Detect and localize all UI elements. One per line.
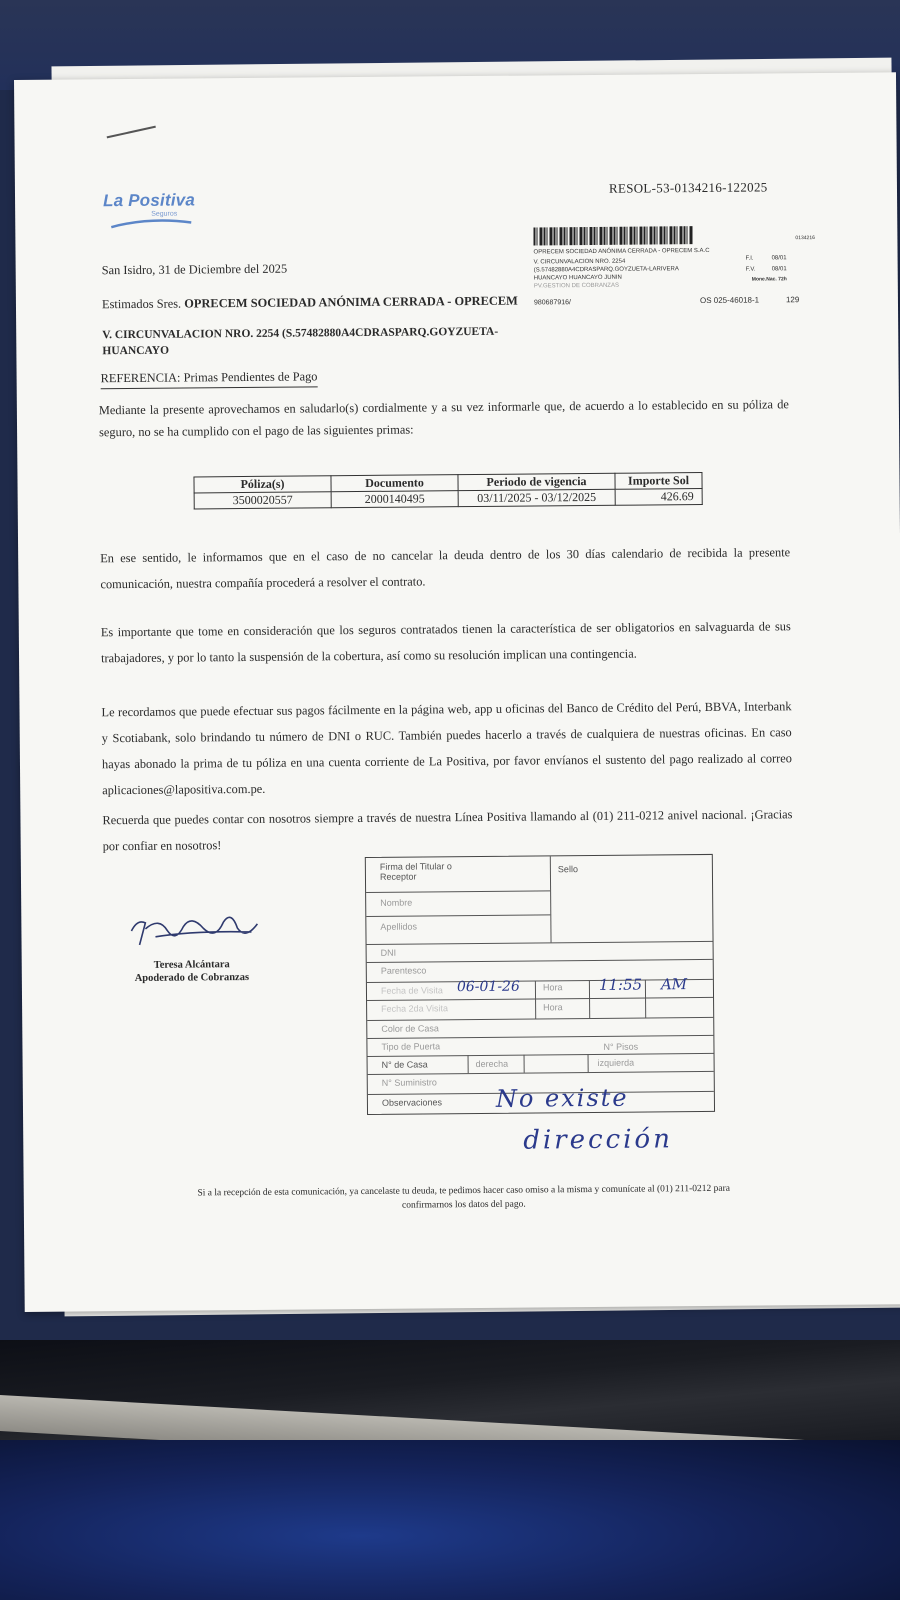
address-line: V. CIRCUNVALACION NRO. 2254 (S.57482880A4CDRASPARQ.GOYZUETA- — [102, 325, 499, 342]
table-header: Periodo de vigencia — [458, 473, 615, 490]
table-header: Póliza(s) — [194, 476, 331, 493]
tipo-label: Tipo de Puerta — [381, 1041, 441, 1052]
logo-subtext: Seguros — [151, 210, 178, 218]
date-line: San Isidro, 31 de Diciembre del 2025 — [101, 261, 288, 278]
table-header: Importe Sol — [615, 473, 702, 490]
label-os: OS 025-46018-1 — [699, 295, 760, 306]
table-cell: 03/11/2025 - 03/12/2025 — [458, 489, 615, 506]
logo-swoosh-icon — [109, 218, 193, 229]
paragraph-4: Recuerda que puedes contar con nosotros siempre a través de nuestra Línea Positiva llamando al (01) 211-0212 anivel nacional. ¡Gracias por confiar en nosotros! — [102, 807, 793, 854]
signer-block — [122, 958, 262, 985]
background-cloth — [0, 1440, 900, 1600]
greeting — [102, 292, 518, 315]
debt-table — [193, 472, 702, 509]
fecha-handwritten: 06-01-26 — [456, 978, 520, 996]
address-label — [523, 225, 814, 318]
sello-label: Sello — [557, 864, 578, 875]
observaciones-label: Observaciones — [381, 1097, 443, 1108]
pisos-label: N° Pisos — [603, 1041, 639, 1052]
hora-handwritten: 11:55 — [598, 975, 643, 994]
parentesco-label: Parentesco — [380, 965, 427, 976]
derecha-label: derecha — [475, 1058, 509, 1070]
label-mone: Mone.Nac. 72h — [751, 276, 787, 283]
signature-icon — [125, 900, 265, 953]
signer-name: Teresa Alcántara — [153, 959, 230, 971]
suministro-label: N° Suministro — [381, 1077, 437, 1088]
dni-label: DNI — [380, 947, 397, 958]
label-corner-code: 0134216 — [795, 235, 815, 242]
label-fi: F.I. — [745, 255, 754, 262]
label-fv-value: 08/01 — [771, 266, 787, 273]
observaciones-handwritten-1: No existe — [495, 1083, 629, 1113]
label-phone: 980687916/ — [533, 299, 571, 307]
paragraph-3: Le recordamos que puede efectuar sus pagos fácilmente en la página web, app u oficinas del Banco de Crédito del Perú, BBVA, Interbank y Scotiabank, solo brindando tu número de DNI o RUC. También puedes hacerlo a través de cualquiera de nuestras oficinas. En caso hayas abonado la prima de tu póliza en una cuenta corriente de La Positiva, por favor envíanos el sustento del pago realizado al correo aplicaciones@lapositiva.com.pe. — [101, 699, 793, 798]
label-line: PV.GESTION DE COBRANZAS — [533, 282, 619, 290]
intro-paragraph: Mediante la presente aprovechamos en saludarlo(s) cordialmente y a su vez informarle que, de acuerdo a lo establecido en su póliza de seguro, no se ha cumplido con el pago de las siguientes primas: — [98, 397, 789, 440]
izquierda-label: izquierda — [597, 1057, 635, 1068]
observaciones-handwritten-2: dirección — [523, 1124, 674, 1156]
firma-label: Firma del Titular o Receptor — [379, 861, 452, 882]
hora-label: Hora — [542, 982, 563, 993]
delivery-form — [365, 854, 715, 1115]
greeting-prefix: Estimados Sres. — [101, 296, 182, 312]
reference-label: REFERENCIA: — [100, 370, 181, 386]
label-fi-value: 08/01 — [771, 255, 787, 262]
ncasa-label: N° de Casa — [381, 1059, 428, 1070]
apellidos-label: Apellidos — [380, 921, 417, 932]
pen-mark — [107, 126, 157, 141]
greeting-company: OPRECEM SOCIEDAD ANÓNIMA CERRADA - OPRECEM — [184, 293, 518, 311]
footer-note: Si a la recepción de esta comunicación, ya cancelaste tu deuda, te pedimos hacer caso omiso a la misma y comunícate al (01) 211-0212 para confirmarnos los datos del pago. — [197, 1183, 730, 1211]
letter-sheet — [14, 72, 900, 1312]
table-cell: 426.69 — [615, 489, 702, 506]
label-number: 129 — [785, 295, 800, 305]
city: HUANCAYO — [102, 344, 170, 358]
table-cell: 2000140495 — [331, 491, 458, 508]
label-line: (S.57482880A4CDRASPARQ.GOYZUETA-LARIVERA — [533, 266, 679, 274]
paragraph-1: En ese sentido, le informamos que en el caso de no cancelar la deuda dentro de los 30 días calendario de recibida la presente comunicación, nuestra compañía procederá a resolver el contrato. — [100, 545, 791, 592]
label-line: HUANCAYO HUANCAYO JUNIN — [533, 274, 622, 282]
logo-text: La Positiva — [102, 190, 196, 211]
label-fv: F.V. — [745, 266, 756, 273]
paragraph-2: Es importante que tome en consideración que los seguros contratados tienen la característica de ser obligatorios en salvaguarda de sus trabajadores, y por lo tanto la suspensión de la cobertura, así como su resolución implican una contingencia. — [100, 619, 791, 666]
company-logo — [102, 190, 196, 218]
color-label: Color de Casa — [381, 1023, 439, 1034]
signer-role: Apoderado de Cobranzas — [134, 971, 250, 984]
reference-code: RESOL-53-0134216-122025 — [608, 179, 768, 196]
hora2-label: Hora — [543, 1002, 563, 1013]
fecha-label: Fecha de Visita — [380, 985, 443, 996]
label-line: OPRECEM SOCIEDAD ANÓNIMA CERRADA - OPRECEM S.A.C — [533, 247, 710, 256]
nombre-label: Nombre — [380, 897, 413, 908]
ampm-handwritten: AM — [660, 975, 688, 994]
barcode-icon — [533, 226, 693, 245]
label-line: V. CIRCUNVALACION NRO. 2254 — [533, 258, 626, 266]
table-cell: 3500020557 — [194, 492, 331, 509]
reference-text: Primas Pendientes de Pago — [183, 369, 318, 385]
table-header: Documento — [331, 475, 458, 492]
fecha2-label: Fecha 2da Visita — [381, 1003, 449, 1014]
reference-line — [101, 367, 318, 389]
